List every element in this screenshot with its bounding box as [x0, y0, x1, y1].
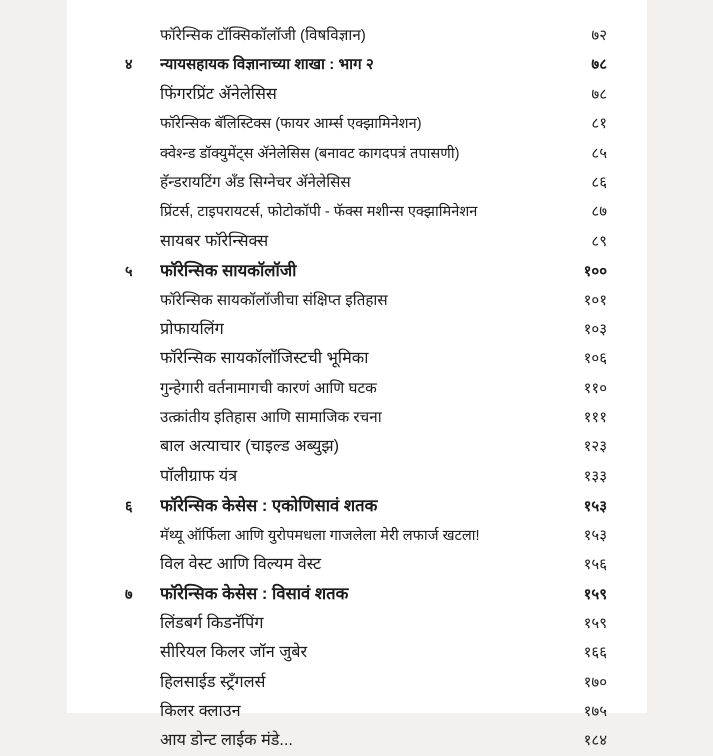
toc-page-number: १११ [583, 409, 607, 427]
toc-chapter-number: ६ [125, 499, 133, 516]
toc-page-number: ८९ [591, 232, 607, 250]
toc-entry-title: क्वेश्न्ड डॉक्युमेंट्स ॲनेलेसिस (बनावट कागदपत्रं तपासणी) [160, 145, 460, 162]
toc-entry-title: सायबर फॉरेन्सिक्स [160, 231, 269, 250]
toc-entry-title: फॉरेन्सिक सायकॉलॉजी [160, 261, 297, 281]
toc-entry-row[interactable] [67, 315, 647, 344]
table-of-contents-list [67, 0, 647, 756]
toc-page-number: १६६ [583, 644, 607, 662]
toc-entry-row[interactable] [67, 374, 647, 403]
toc-entry-row[interactable] [67, 286, 647, 315]
toc-entry-row[interactable] [67, 726, 647, 755]
toc-chapter-number: ७ [125, 587, 133, 604]
toc-entry-row[interactable] [67, 168, 647, 197]
toc-entry-title: हॅन्डरायटिंग अँड सिग्नेचर ॲनेलेसिस [160, 173, 351, 191]
toc-chapter-number: ४ [125, 57, 133, 74]
toc-entry-row[interactable] [67, 462, 647, 491]
toc-entry-row[interactable] [67, 80, 647, 109]
toc-entry-title: मॅथ्यू ऑर्फिला आणि युरोपमधला गाजलेला मेरी लफार्ज खटला! [160, 527, 480, 544]
toc-entry-title: किलर क्लाउन [160, 701, 241, 720]
toc-entry-title: फॉरेन्सिक बॅलिस्टिक्स (फायर आर्म्स एक्झामिनेशन) [160, 116, 422, 133]
toc-entry-title: उत्क्रांतीय इतिहास आणि सामाजिक रचना [160, 409, 382, 427]
toc-page-number: १७५ [583, 702, 607, 720]
toc-entry-title: गुन्हेगारी वर्तनामागची कारणं आणि घटक [160, 379, 377, 397]
toc-page-number: ७८ [591, 56, 607, 74]
toc-entry-title: फॉरेन्सिक सायकॉलॉजिस्टची भूमिका [160, 349, 369, 368]
toc-page-number: ८५ [591, 144, 607, 162]
toc-entry-title: फॉरेन्सिक केसेस : विसावं शतक [160, 584, 349, 604]
toc-page-number: ७८ [591, 85, 607, 103]
toc-page-number: १०६ [583, 350, 607, 368]
toc-page-number: १८४ [583, 732, 607, 750]
toc-page-number: १०१ [583, 291, 607, 309]
toc-page-number: १५३ [583, 498, 607, 516]
toc-entry-row[interactable] [67, 403, 647, 432]
toc-page-number: १५९ [583, 614, 607, 632]
toc-entry-title: पॉलीग्राफ यंत्र [160, 466, 238, 485]
toc-entry-row[interactable] [67, 197, 647, 226]
toc-page-number: १२३ [583, 438, 607, 456]
toc-entry-row[interactable] [67, 344, 647, 373]
toc-entry-row[interactable] [67, 550, 647, 579]
toc-entry-row[interactable] [67, 109, 647, 138]
toc-page-number: १५९ [583, 586, 607, 604]
toc-page-number: १७० [583, 673, 607, 691]
toc-chapter-row[interactable] [67, 491, 647, 520]
toc-entry-title: सीरियल किलर जॉन जुबेर [160, 643, 308, 662]
toc-entry-row[interactable] [67, 227, 647, 256]
toc-page-number: ७२ [591, 27, 607, 44]
toc-entry-title: हिलसाईड स्ट्रँगलर्स [160, 672, 266, 691]
toc-entry-title: आय डोन्ट लाईक मंडे... [160, 731, 293, 750]
toc-page-number: १५६ [583, 556, 607, 574]
book-page-sheet [67, 0, 647, 750]
toc-page-number: ११० [583, 379, 607, 397]
toc-entry-title: फॉरेन्सिक सायकॉलॉजीचा संक्षिप्त इतिहास [160, 291, 388, 309]
toc-entry-title: प्रिंटर्स, टाइपरायटर्स, फोटोकॉपी - फॅक्स मशीन्स एक्झामिनेशन [160, 204, 478, 221]
toc-page-number: ८६ [591, 173, 607, 191]
toc-entry-title: न्यायसहायक विज्ञानाच्या शाखा : भाग २ [160, 56, 374, 74]
toc-page-number: १५३ [583, 526, 607, 544]
toc-page-number: १३३ [583, 467, 607, 485]
toc-page-number: १०० [583, 263, 607, 281]
toc-entry-title: फिंगरप्रिंट ॲनेलेसिस [160, 84, 277, 103]
toc-entry-title: प्रोफायलिंग [160, 319, 224, 338]
toc-entry-row[interactable] [67, 668, 647, 697]
toc-entry-row[interactable] [67, 139, 647, 168]
toc-chapter-row[interactable] [67, 50, 647, 79]
toc-chapter-row[interactable] [67, 579, 647, 608]
toc-page-number: १०३ [583, 320, 607, 338]
toc-entry-title: लिंडबर्ग किडनॅपिंग [160, 613, 264, 632]
toc-chapter-number: ५ [125, 264, 133, 281]
toc-page-number: ८१ [591, 115, 607, 133]
toc-entry-row[interactable] [67, 638, 647, 667]
toc-entry-row[interactable] [67, 697, 647, 726]
toc-entry-title: विल वेस्ट आणि विल्यम वेस्ट [160, 555, 322, 574]
toc-entry-row[interactable] [67, 609, 647, 638]
toc-entry-title: फॉरेन्सिक केसेस : एकोणिसावं शतक [160, 496, 378, 516]
toc-entry-title: फॉरेन्सिक टॉक्सिकॉलॉजी (विषविज्ञान) [160, 27, 366, 44]
toc-entry-row[interactable] [67, 432, 647, 461]
toc-page-number: ८७ [591, 203, 607, 221]
toc-entry-row[interactable] [67, 521, 647, 550]
toc-chapter-row[interactable] [67, 256, 647, 285]
toc-entry-title: बाल अत्याचार (चाइल्ड अब्युझ) [160, 437, 340, 456]
toc-entry-row[interactable] [67, 21, 647, 50]
